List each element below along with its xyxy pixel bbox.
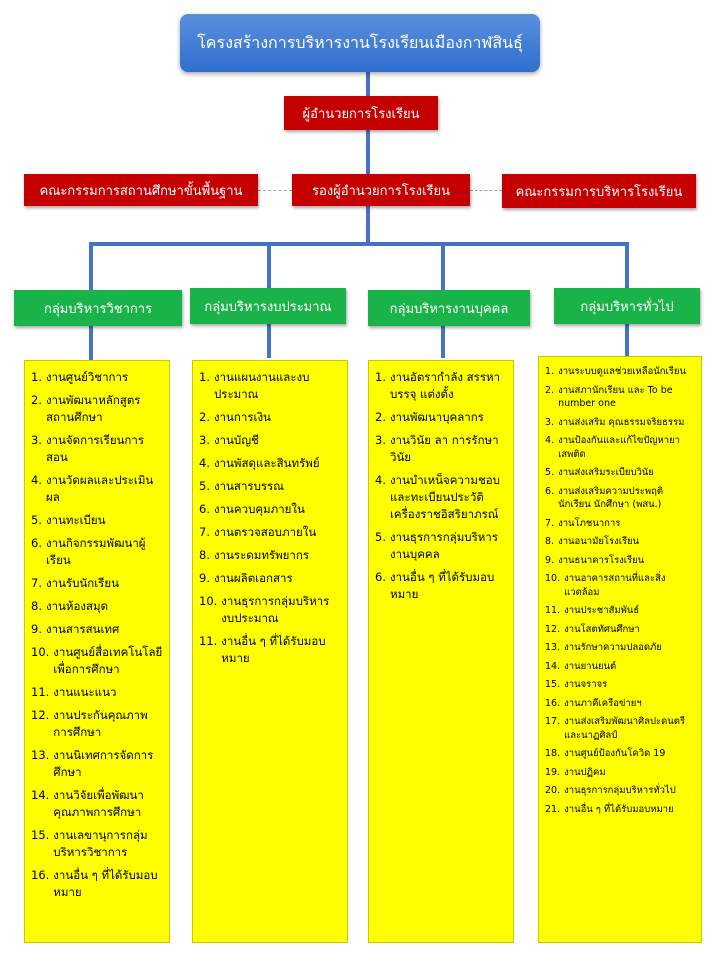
task-item-number: 7. [31,576,42,590]
task-item-text: งานนิเทศการจัดการศึกษา [53,748,154,779]
task-item-number: 8. [31,599,42,613]
task-item [199,409,341,426]
task-item [199,478,341,495]
task-item-text: งานประกันคุณภาพการศึกษา [53,708,148,739]
task-item [199,501,341,518]
deputy-box [292,174,470,206]
task-item-text: งานอนามัยโรงเรียน [558,536,640,547]
task-item [545,747,695,761]
task-item-number: 8. [545,536,555,547]
task-item-number: 21. [545,803,561,815]
task-item-text: งานอื่น ๆ ที่ได้รับมอบหมาย [221,634,326,665]
task-item [545,572,695,599]
task-item-text: งานระดมทรัพยากร [213,548,309,562]
task-item-text: งานโสตทัศนศึกษา [564,623,640,635]
task-item [31,867,163,901]
director-label: ผู้อำนวยการโรงเรียน [302,106,420,122]
task-item-text: งานปฏิคม [564,766,606,778]
task-item-number: 7. [545,517,555,529]
group-personnel-box [368,290,530,326]
task-item-text: งานรับนักเรียน [45,576,119,590]
task-item-text: งานส่งเสริม คุณธรรมจริยธรรม [558,416,685,428]
task-item-number: 1. [375,370,386,384]
task-item [545,604,695,618]
connector-bus-group3 [441,242,445,290]
task-item [31,684,163,701]
task-item [545,697,695,711]
connector-deputy-bus [366,206,370,246]
task-item [199,432,341,449]
task-item [199,547,341,564]
task-item-number: 3. [199,433,210,447]
task-item-number: 18. [545,748,561,759]
task-item-number: 8. [199,548,210,562]
task-item [545,517,695,531]
task-item-text: งานพัฒนาบุคลากร [389,410,484,424]
task-item-text: งานจราจร [564,679,608,690]
task-item [199,633,341,667]
task-item-text: งานวินัย ลา การรักษาวินัย [389,433,499,464]
group-budget-box [190,288,346,324]
task-item [31,432,163,466]
task-item [31,621,163,638]
task-item-number: 4. [199,456,210,470]
task-item [31,392,163,426]
task-item-number: 11. [545,605,561,616]
task-item-text: งานห้องสมุด [45,599,109,613]
task-item [375,432,507,466]
task-item-text: งานธนาคารโรงเรียน [558,554,645,566]
task-item [545,623,695,637]
task-item-number: 11. [31,685,50,699]
org-chart-title-text: โครงสร้างการบริหารงานโรงเรียนเมืองกาฬสินธุ์ [197,32,523,52]
task-item-text: งานบัญชี [213,433,259,447]
task-item-text: งานอื่น ๆ ที่ได้รับมอบหมาย [389,570,495,601]
task-item [31,535,163,569]
task-item-number: 10. [199,594,218,608]
task-item [31,787,163,821]
task-item-number: 11. [199,634,218,648]
dashed-link-school-committee [470,190,502,191]
task-item-text: งานวิจัยเพื่อพัฒนาคุณภาพการศึกษา [53,788,144,819]
task-item-number: 2. [199,410,210,424]
group-personnel-label: กลุ่มบริหารงานบุคคล [389,301,509,317]
task-item-number: 6. [375,570,386,584]
task-item [545,384,695,411]
task-item-number: 5. [375,530,386,544]
task-item [199,593,341,627]
school-committee-box [502,174,696,208]
task-item-text: งานพัสดุและสินทรัพย์ [213,456,320,470]
task-item [375,529,507,563]
task-item-number: 4. [545,435,555,446]
connector-horizontal-bus [89,242,629,246]
org-chart-title [180,14,540,72]
task-item-number: 14. [545,660,561,672]
task-item-text: งานส่งเสริมความประพฤตินักเรียน นักศึกษา (พสน.) [558,485,664,510]
task-item-number: 3. [375,433,386,447]
task-item-text: งานอัตรากำลัง สรรหา บรรจุ แต่งตั้ง [389,370,501,401]
task-item-text: งานอื่น ๆ ที่ได้รับมอบหมาย [53,868,158,899]
task-item-text: งานประชาสัมพันธ์ [564,605,640,616]
task-item [545,535,695,549]
task-item [545,416,695,430]
task-item-number: 9. [31,622,42,636]
task-item-text: งานป้องกันและแก้ไขปัญหายาเสพติด [558,435,680,460]
task-item-number: 2. [31,393,42,407]
task-item [375,569,507,603]
task-item-text: งานรักษาความปลอดภัย [564,642,662,653]
academic-task-items [31,369,163,901]
personnel-task-list [368,360,514,943]
task-item-number: 5. [545,467,555,478]
task-item [199,455,341,472]
task-item-number: 12. [31,708,50,722]
task-item-number: 16. [545,697,561,709]
task-item [31,827,163,861]
budget-task-list [192,360,348,943]
task-item-text: งานศูนย์วิชาการ [45,370,129,384]
group-academic-box [14,290,182,326]
task-item-number: 6. [545,485,555,497]
task-item-number: 10. [545,573,561,584]
group-general-box [554,288,700,324]
connector-group2-list [267,324,271,358]
general-task-items [545,365,695,816]
task-item [31,472,163,506]
task-item-text: งานการเงิน [213,410,271,424]
task-item-number: 4. [31,473,42,487]
task-item [545,434,695,461]
task-item [31,747,163,781]
task-item-text: งานโภชนาการ [558,517,621,529]
task-item [31,598,163,615]
task-item [545,678,695,692]
task-item [545,784,695,798]
task-item-text: งานตรวจสอบภายใน [213,525,317,539]
task-item [375,472,507,523]
connector-bus-group4 [625,242,629,288]
task-item [31,512,163,529]
task-item-text: งานบำเหน็จความชอบและทะเบียนประวัติ เครื่องราชอิสริยาภรณ์ [389,473,500,521]
task-item-number: 16. [31,868,50,882]
task-item-text: งานส่งเสริมระเบียบวินัย [558,467,654,478]
task-item-number: 17. [545,716,561,727]
task-item-text: งานแผนงานและงบประมาณ [213,370,310,401]
task-item [545,365,695,379]
budget-task-items [199,369,341,667]
task-item-number: 4. [375,473,386,487]
task-item-number: 6. [199,502,210,516]
task-item-text: งานศูนย์ป้องกันโควิด 19 [564,748,666,759]
task-item-text: งานแนะแนว [53,685,117,699]
connector-group4-list [625,324,629,356]
personnel-task-items [375,369,507,603]
task-item [545,766,695,780]
connector-director-deputy [366,130,370,174]
task-item-number: 12. [545,623,561,635]
task-item-text: งานอาคารสถานที่และสิ่งแวดล้อม [564,573,666,598]
task-item-text: งานยานยนต์ [564,660,617,672]
task-item-text: งานส่งเสริมพัฒนาศิลปะดนตรีและนาฏศิลป์ [564,716,686,741]
task-item-text: งานอื่น ๆ ที่ได้รับมอบหมาย [564,803,674,815]
task-item-text: งานเลขานุการกลุ่มบริหารวิชาการ [53,828,148,859]
task-item-text: งานสภานักเรียน และ To be number one [558,384,673,409]
task-item-number: 1. [31,370,42,384]
task-item-number: 20. [545,785,561,796]
task-item-number: 10. [31,645,50,659]
task-item-text: งานผลิตเอกสาร [213,571,293,585]
task-item-number: 15. [545,679,561,690]
task-item-text: งานทะเบียน [45,513,106,527]
task-item-number: 5. [199,479,210,493]
task-item-number: 13. [31,748,50,762]
task-item-text: งานควบคุมภายใน [213,502,305,516]
basic-committee-box [24,174,258,206]
task-item-number: 5. [31,513,42,527]
task-item-number: 3. [545,416,555,428]
task-item [375,409,507,426]
task-item-text: งานภาคีเครือข่ายฯ [564,697,642,709]
task-item-number: 2. [375,410,386,424]
task-item [31,644,163,678]
task-item-number: 9. [199,571,210,585]
task-item-number: 14. [31,788,50,802]
task-item-number: 6. [31,536,42,550]
task-item-number: 15. [31,828,50,842]
task-item [545,554,695,568]
task-item-text: งานธุรการกลุ่มบริหารงบประมาณ [221,594,330,625]
task-item-text: งานพัฒนาหลักสูตรสถานศึกษา [45,393,141,424]
academic-task-list [24,360,170,943]
dashed-link-basic-committee [258,190,292,191]
connector-title-director [366,72,370,98]
task-item-text: งานสารสนเทศ [45,622,120,636]
deputy-label: รองผู้อำนวยการโรงเรียน [311,183,451,199]
connector-group3-list [441,324,445,358]
task-item-number: 19. [545,766,561,778]
task-item [199,570,341,587]
task-item-text: งานสารบรรณ [213,479,284,493]
task-item-number: 7. [199,525,210,539]
task-item [545,466,695,480]
group-general-label: กลุ่มบริหารทั่วไป [580,299,674,315]
connector-bus-group2 [267,242,271,290]
task-item-text: งานจัดการเรียนการสอน [45,433,145,464]
task-item-text: งานธุรการกลุ่มบริหารงานบุคคล [389,530,498,561]
task-item-number: 13. [545,642,561,653]
general-task-list [538,356,702,943]
task-item [31,575,163,592]
task-item-text: งานวัดผลและประเมินผล [45,473,154,504]
task-item-text: งานศูนย์สื่อเทคโนโลยีเพื่อการศึกษา [53,645,163,676]
task-item [199,524,341,541]
group-budget-label: กลุ่มบริหารงบประมาณ [204,299,332,315]
task-item [545,803,695,817]
task-item-text: งานระบบดูแลช่วยเหลือนักเรียน [558,366,686,377]
task-item [545,485,695,512]
task-item [31,369,163,386]
group-academic-label: กลุ่มบริหารวิชาการ [43,301,153,317]
school-committee-label: คณะกรรมการบริหารโรงเรียน [515,184,683,200]
task-item [31,707,163,741]
task-item [375,369,507,403]
task-item [545,660,695,674]
task-item [545,715,695,742]
connector-bus-group1 [89,242,93,292]
task-item-text: งานธุรการกลุ่มบริหารทั่วไป [564,785,676,796]
task-item-number: 3. [31,433,42,447]
task-item-number: 1. [199,370,210,384]
basic-committee-label: คณะกรรมการสถานศึกษาขั้นพื้นฐาน [39,183,243,199]
task-item [545,641,695,655]
task-item [199,369,341,403]
director-box [284,96,438,130]
task-item-text: งานกิจกรรมพัฒนาผู้เรียน [45,536,146,567]
task-item-number: 2. [545,384,555,396]
connector-group1-list [89,326,93,360]
task-item-number: 9. [545,554,555,566]
task-item-number: 1. [545,366,555,377]
